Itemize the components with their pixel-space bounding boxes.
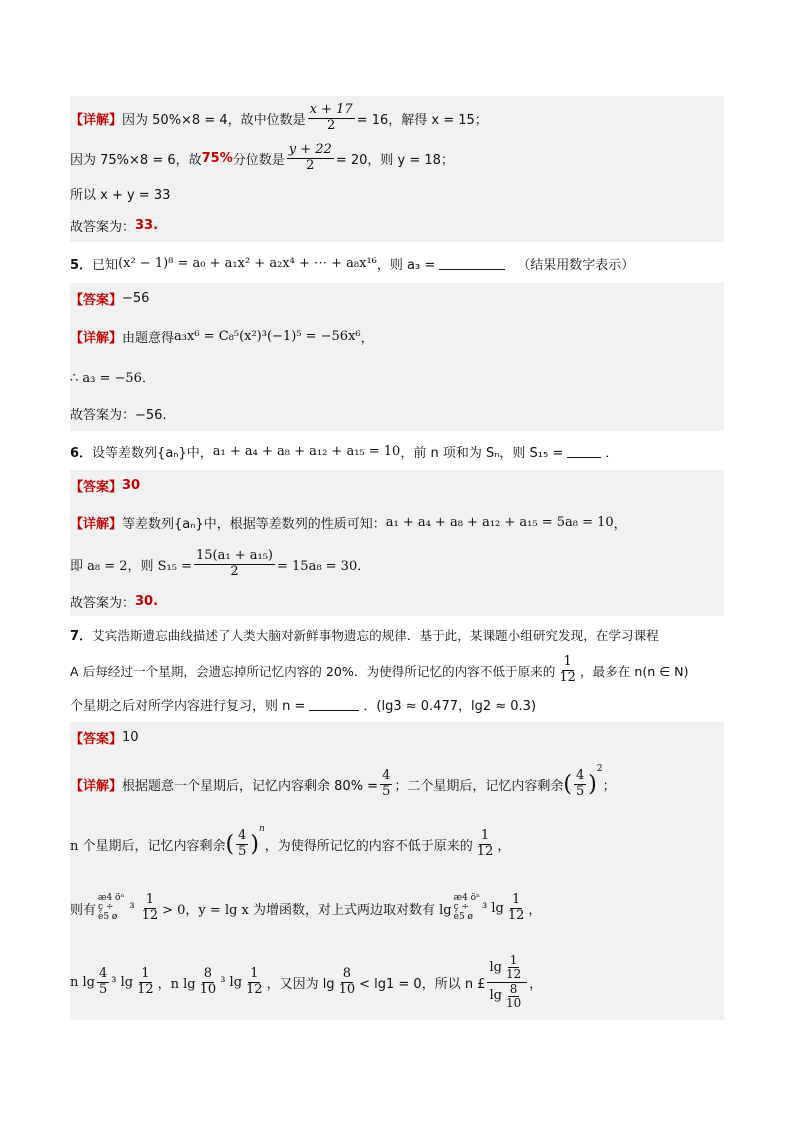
fraction: $\frac{8}{10}$: [338, 966, 356, 997]
detail-line-7-3: 则有 æ4 öⁿ ç ÷ è5 ø ³ $\frac{1}{12}$ > 0，y = lg x 为增函数，对上式两边取对数有 lg æ4 öⁿ ç ÷ è5 ø ³ lg $\frac{1}{12}$ ，: [70, 892, 542, 923]
detail-line-2: 因为 75%×8 = 6，故 75% 分位数是 $\frac{y + 22}{2}$ = 20，则 y = 18；: [70, 142, 454, 173]
fraction: $\frac{1}{12}$: [559, 654, 576, 685]
detail-line-7-2: n 个星期后，记忆内容剩余 ( $\frac{4}{5}$ ) $^n$ ，为使得所记忆的内容不低于原来的 $\frac{1}{12}$ ，: [70, 824, 511, 859]
fraction: $\frac{8}{10}$: [199, 966, 217, 997]
fraction: $\frac{4}{5}$: [382, 768, 391, 799]
detail-line-5-2: ∴ a₃ = −56．: [70, 370, 155, 386]
fraction: $\frac{4}{5}$: [575, 768, 585, 799]
question-5: 5． 已知 (x² − 1)⁸ = a₀ + a₁x² + a₂x⁴ + ⋯ + a₈x¹⁶ ，则 a₃ = （结果用数字表示）: [70, 255, 635, 273]
detail-line-5-1: 【详解】 由题意得 a₃x⁶ = C₈⁵(x²)³(−1)⁵ = −56x⁶ ，: [70, 328, 374, 346]
fraction: $\frac{1}{12}$: [137, 966, 154, 997]
answer-blank[interactable]: [309, 698, 359, 711]
detail-line-3: 所以 x + y = 33: [70, 187, 171, 203]
fraction: $\frac{1}{12}$: [246, 966, 263, 997]
detail-line-6-2: 即 a₈ = 2，则 S₁₅ = $\frac{\text{15(a₁ + a₁₅)}}{2}$ = 15a₈ = 30．: [70, 548, 371, 579]
detail-line-7-4: n lg $\frac{4}{5}$ ³ lg $\frac{1}{12}$ ，n lg $\frac{8}{10}$ ³ lg $\frac{1}{12}$ ，又因为 lg $\frac{8}{10}$ < lg1 = 0，所以 n £ lg $\frac{1}{12}$ lg $\frac{8}{10}$ ，: [70, 953, 543, 1010]
compound-fraction: lg $\frac{1}{12}$ lg $\frac{8}{10}$: [487, 954, 527, 1010]
question-7-line-3: 个星期之后对所学内容进行复习，则 n = ．(lg3 ≈ 0.477，lg2 ≈ 0.3): [70, 698, 537, 714]
question-7-line-2: A 后每经过一个星期，会遗忘掉所记忆内容的 20%．为使得所记忆的内容不低于原来的 $\frac{1}{12}$ ，最多在 n(n ∈ N): [70, 654, 689, 685]
answer-blank[interactable]: [439, 257, 505, 270]
fraction: $\frac{1}{12}$: [476, 828, 494, 859]
broken-glyph-stack: æ4 öⁿ ç ÷ è5 ø: [98, 892, 125, 922]
answer-line-5: 【答案】 −56: [70, 290, 150, 308]
fraction: $\frac{y + 22}{2}$: [288, 142, 332, 173]
fraction: $\frac{4}{5}$: [238, 828, 247, 859]
detail-line-4: 故答案为： 33.: [70, 217, 159, 235]
answer-line-6: 【答案】 30: [70, 477, 141, 495]
detail-line-5-3: 故答案为：−56.: [70, 407, 167, 423]
answer-line-7: 【答案】 10: [70, 729, 139, 747]
detail-tag: 【详解】: [70, 112, 123, 128]
detail-line-6-3: 故答案为： 30.: [70, 593, 159, 611]
answer-blank[interactable]: [567, 445, 601, 458]
fraction: $\frac{1}{12}$: [141, 892, 159, 923]
fraction: $\frac{\text{15(a₁ + a₁₅)}}{2}$: [196, 548, 273, 579]
detail-line-7-1: 【详解】 根据题意一个星期后，记忆内容剩余 80% = $\frac{4}{5}$ ；二个星期后，记忆内容剩余 ( $\frac{4}{5}$ ) $^2$ ；: [70, 764, 616, 799]
detail-line-1: 【详解】 因为 50%×8 = 4，故中位数是 $\frac{x + 17}{2}$ = 16，解得 x = 15；: [70, 102, 488, 133]
fraction: $\frac{x + 17}{2}$: [309, 102, 353, 133]
detail-line-6-1: 【详解】 等差数列{aₙ}中，根据等差数列的性质可知： a₁ + a₄ + a₈ + a₁₂ + a₁₅ = 5a₈ = 10 ，: [70, 514, 627, 532]
broken-glyph-stack: æ4 öⁿ ç ÷ è5 ø: [453, 892, 480, 922]
question-6: 6． 设等差数列{aₙ}中， a₁ + a₄ + a₈ + a₁₂ + a₁₅ = 10 ，前 n 项和为 Sₙ，则 S₁₅ = ．: [70, 443, 619, 461]
fraction: $\frac{1}{12}$: [507, 892, 525, 923]
fraction: $\frac{4}{5}$: [98, 966, 108, 997]
question-7-line-1: 7． 艾宾浩斯遗忘曲线描述了人类大脑对新鲜事物遗忘的规律．基于此，某课题小组研究发现，在学习课程: [70, 627, 659, 644]
